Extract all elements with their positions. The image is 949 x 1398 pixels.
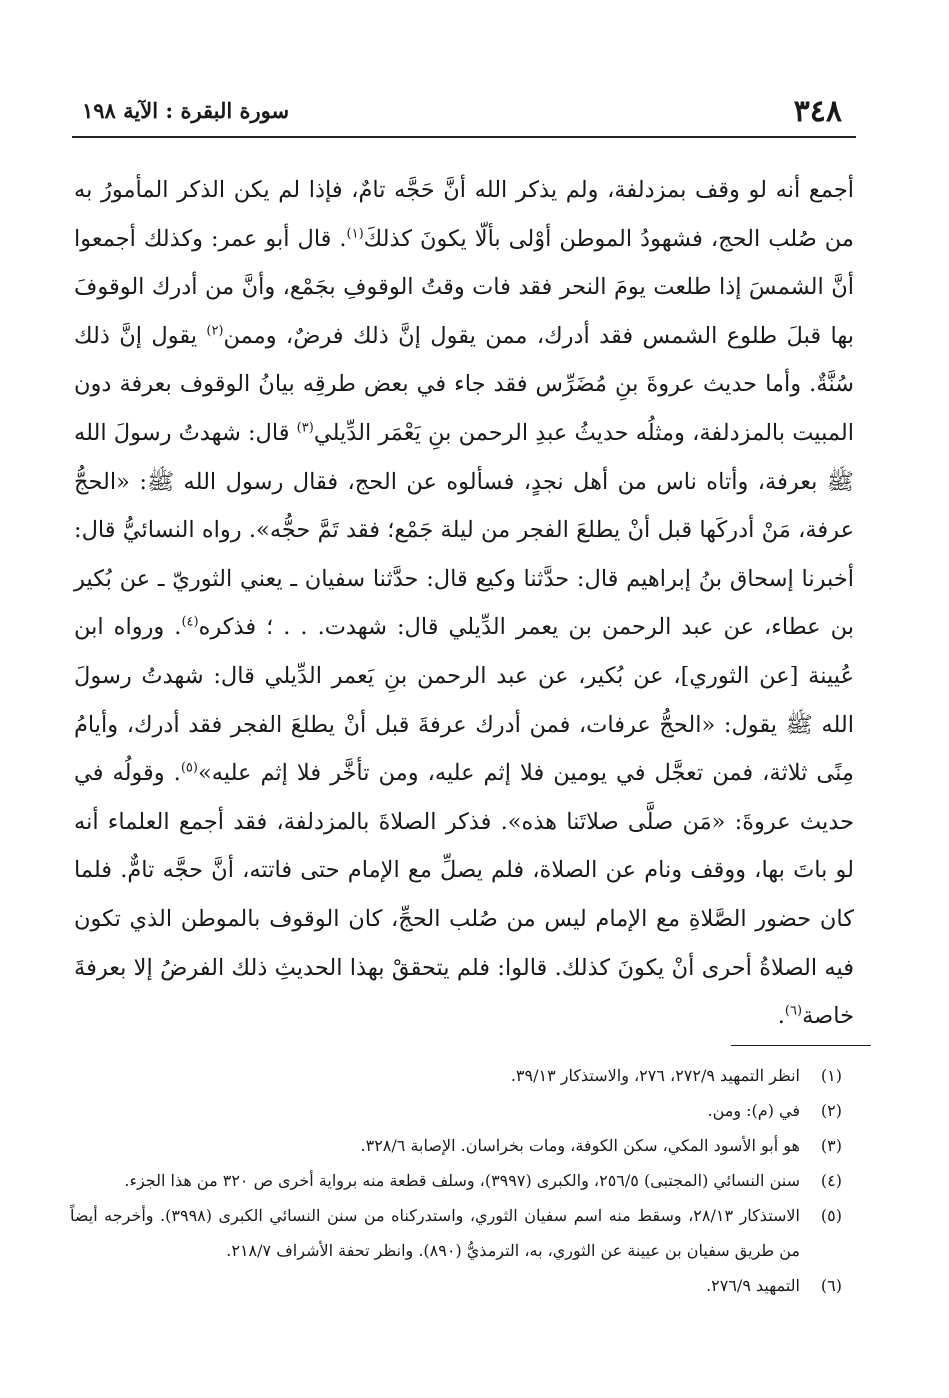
footnote <box>70 1198 852 1268</box>
page-header <box>72 88 856 138</box>
footnote-number: (٢) <box>820 1101 842 1120</box>
text-segment: . ورواه ابن عُيينة [عن الثوري]، عن بُكير، عن عبد الرحمن بنِ يَعمر الدِّيلي قال: شهدتُ رسولَ الله ﷺ يقول: «الحجُّ عرفات، فمن أدرك عرفةَ قبل أنْ يطلعَ الفجر فقد أدرك، وأيامُ مِنًى ثلاثة، فمن تعجَّل في يومين فلا إثم عليه، ومن تأخَّر فلا إثم عليه» <box>74 614 854 787</box>
main-text <box>74 166 854 1041</box>
footnote-ref: (١) <box>346 226 364 242</box>
text-segment: أجمع أنه لو وقف بمزدلفة، ولم يذكر الله أنَّ حَجَّه تامٌ، فإذا لم يكن الذكر المأمورُ به من صُلب الحج، فشهودُ الموطن أوْلى بألّا يكونَ كذلكَ <box>74 177 854 252</box>
footnote <box>70 1093 852 1128</box>
footnote-ref: (٣) <box>296 420 314 436</box>
footnotes <box>70 1058 852 1303</box>
footnote <box>70 1163 852 1198</box>
footnote <box>70 1128 852 1163</box>
footnote-ref: (٢) <box>206 323 224 339</box>
text-segment: قال: شهدتُ رسولَ الله ﷺ بعرفة، وأتاه ناس من أهل نجدٍ، فسألوه عن الحج، فقال رسول الله ﷺ: «الحجُّ عرفة، مَنْ أدركَها قبل أنْ يطلعَ الفجر من ليلة جَمْع؛ فقد تَمَّ حجُّه». رواه النسائيُّ قال: أخبرنا إسحاق بنُ إبراهيم قال: حدَّثنا وكيع قال: حدَّثنا سفيان ـ يعني الثوريّ ـ عن بُكير بن عطاء، عن عبد الرحمن بن يعمر الدِّيلي قال: شهدت. . . ؛ فذكره <box>74 419 854 641</box>
footnote <box>70 1268 852 1303</box>
running-title: سورة البقرة : الآية ١٩٨ <box>82 98 290 123</box>
text-segment: . <box>777 1003 785 1030</box>
footnote-number: (١) <box>820 1066 842 1085</box>
footnote-text: في (م): ومن. <box>707 1101 800 1120</box>
footnote-number: (٤) <box>820 1171 842 1190</box>
footnote-ref: (٦) <box>784 1003 803 1019</box>
footnote-number: (٣) <box>820 1136 842 1155</box>
text-segment: . وقولُه في حديث عروةَ: «مَن صلَّى صلاتَنا هذه». فذكر الصلاةَ بالمزدلفة، فقد أجمع العلماء أنه لو باتَ بها، ووقف ونام عن الصلاة، فلم يصلِّ مع الإمام حتى فاتته، أنَّ حجَّه تامٌّ. فلما كان حضور الصَّلاةِ مع الإمام ليس من صُلب الحجِّ، كان الوقوف بالموطن الذي تكون فيه الصلاةُ أحرى أنْ يكونَ كذلك. قالوا: فلم يتحققْ بهذا الحديثِ ذلك الفرضُ إلا بعرفةَ خاصة <box>74 760 854 1030</box>
footnote-text: انظر التمهيد ٢٧٢/٩، ٢٧٦، والاستذكار ٣٩/١٣. <box>510 1066 800 1085</box>
footnote <box>70 1058 852 1093</box>
footnote-divider <box>731 1045 871 1046</box>
footnote-text: سنن النسائي (المجتبى) ٢٥٦/٥، والكبرى (٣٩٩٧)، وسلف قطعة منه برواية أخرى ص ٣٢٠ من هذا الجزء. <box>124 1171 800 1190</box>
text-segment: . قال أبو عمر: وكذلك أجمعوا أنَّ الشمسَ إذا طلعت يومَ النحر فقد فات وقتُ الوقوفِ بجَمْع، وأنَّ من أدرك الوقوفَ بها قبلَ طلوع الشمس فقد أدرك، ممن يقول إنَّ ذلك فرضٌ، وممن <box>74 225 854 349</box>
footnote-text: الاستذكار ٢٨/١٣، وسقط منه اسم سفيان الثوري، واستدركناه من سنن النسائي الكبرى (٣٩٩٨). وأخرجه أيضاً من طريق سفيان بن عيينة عن الثوري، به، الترمذيُّ (٨٩٠). وانظر تحفة الأشراف ٢١٨/٧. <box>70 1206 800 1260</box>
footnote-ref: (٤) <box>181 614 199 630</box>
footnote-text: التمهيد ٢٧٦/٩. <box>706 1276 800 1295</box>
footnote-ref: (٥) <box>180 760 198 776</box>
text-segment: يقول إنَّ ذلك سُنَّةٌ. وأما حديث عروةَ بنِ مُضَرِّس فقد جاء في بعض طرقِه بيانُ الوقوف بعرفة دون المبيت بالمزدلفة، ومثلُه حديثُ عبدِ الرحمن بنِ يَعْمَر الدِّيلي <box>74 322 854 446</box>
footnote-number: (٥) <box>820 1206 842 1225</box>
page-number: ٣٤٨ <box>793 94 842 129</box>
footnote-text: هو أبو الأسود المكي، سكن الكوفة، ومات بخراسان. الإصابة ٣٢٨/٦. <box>360 1136 800 1155</box>
footnote-number: (٦) <box>820 1276 842 1295</box>
main-paragraph <box>74 166 854 1041</box>
